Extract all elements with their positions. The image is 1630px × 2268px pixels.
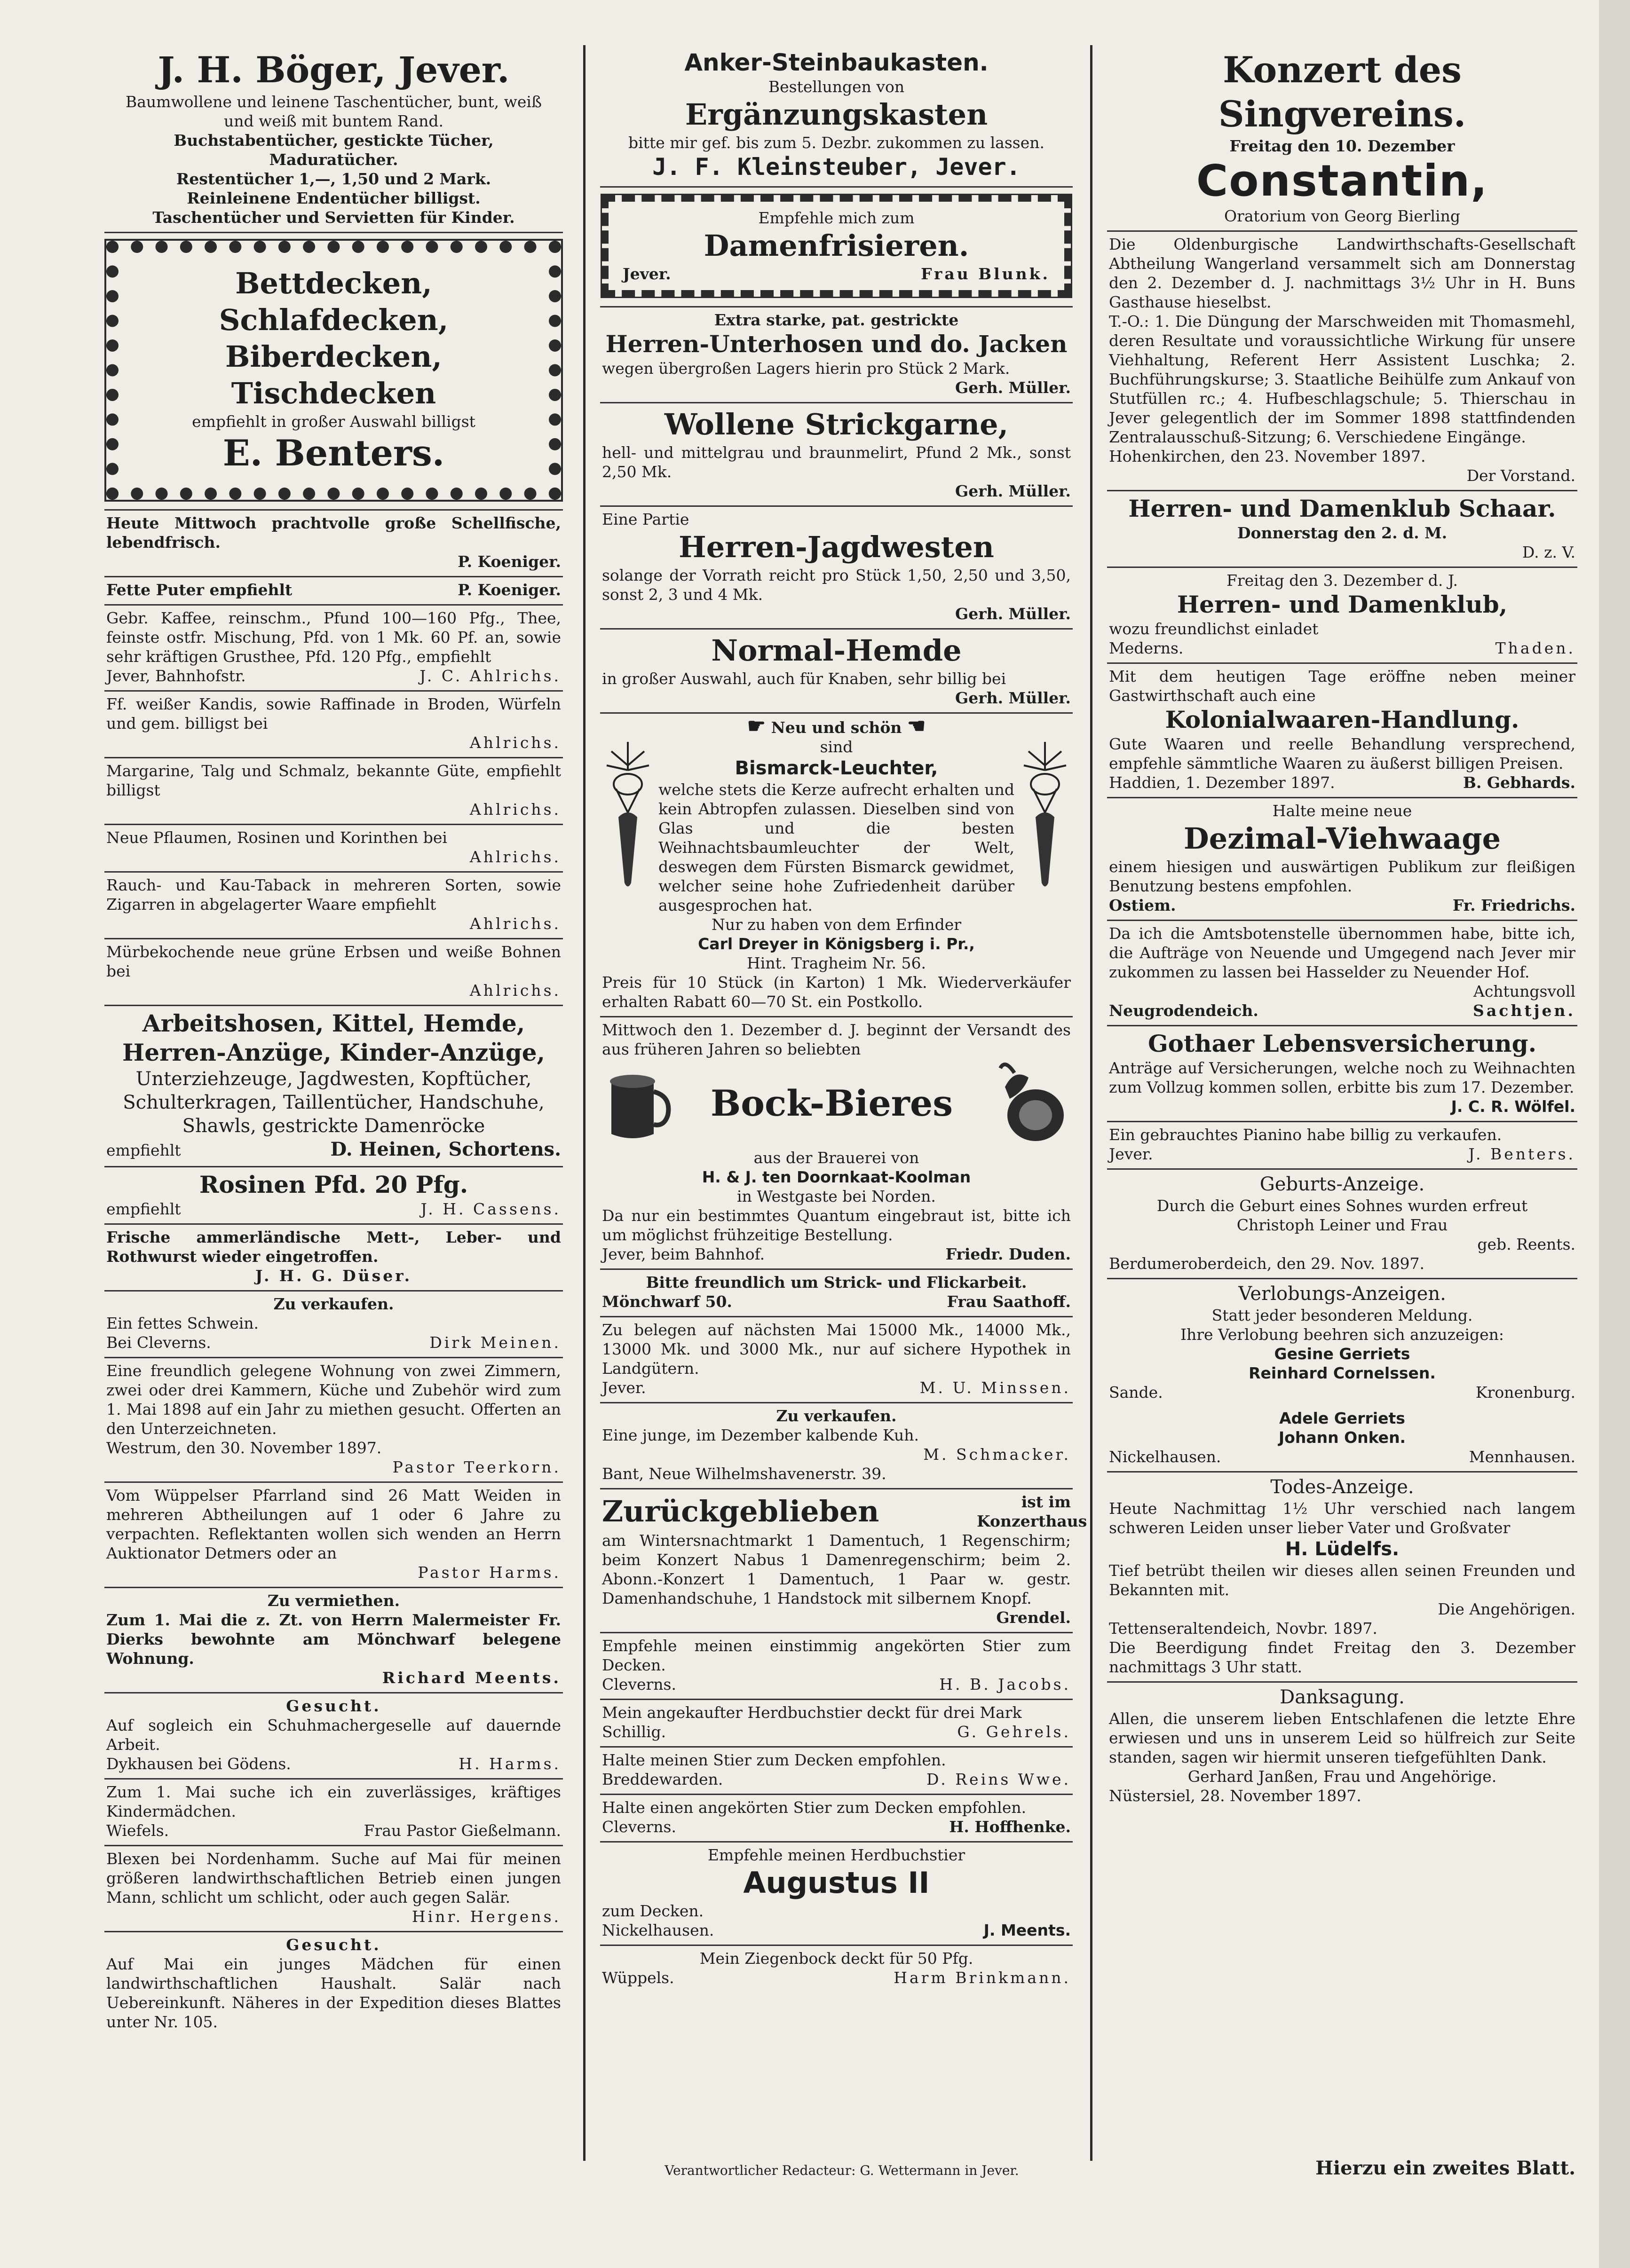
ad-signature: J. H. Cassens. [420,1200,561,1218]
ad-line: Donnerstag den 2. d. M. [1237,524,1448,542]
ad-line: geb. Reents. [1477,1235,1575,1253]
ad-place: Jever, beim Bahnhof. [602,1245,765,1263]
ad-signature: Frau Blunk. [921,265,1050,283]
ad-signature: Gerh. Müller. [955,378,1071,397]
ad-ahlrichs-tobacco [104,873,563,939]
ad-title: Anker-Steinbaukasten. [684,49,989,76]
ad-gebhards [1107,664,1577,798]
ad-pianino [1107,1122,1577,1170]
column-3 [1107,45,1577,2161]
ad-line: in Westgaste bei Norden. [737,1187,936,1205]
ad-title: Dezimal-Viehwaage [1183,821,1501,856]
ad-signature: Ahlrichs. [469,733,561,752]
ad-line: Taschentücher und Servietten für Kinder. [152,208,515,227]
ad-line: sind [820,738,853,756]
ad-name: Carl Dreyer in Königsberg i. Pr., [698,935,975,953]
ad-place: Cleverns. [602,1818,676,1836]
ad-signature: Gerh. Müller. [955,689,1071,707]
ad-text: Zum 1. Mai suche ich ein zuverlässiges, kräftiges Kindermädchen. [106,1783,561,1820]
ad-ahlrichs-plums [104,825,563,873]
ad-signature: Fr. Friedrichs. [1452,896,1575,914]
ad-place: Sande. [1109,1383,1163,1402]
ad-mueller-unterhosen [600,307,1073,403]
ad-line: Buchstabentücher, gestickte Tücher, [174,131,494,150]
ad-text: wegen übergroßen Lagers hierin pro Stück 2 Mark. [602,359,1010,378]
ad-text: Mittwoch den 1. Dezember d. J. beginnt der Versandt des aus früheren Jahren so beliebten [602,1021,1071,1058]
ad-text: Mit dem heutigen Tage eröffne neben meiner Gastwirthschaft auch eine [1109,667,1575,705]
ad-grendel [600,1489,1087,1633]
ad-signature: Pastor Harms. [418,1563,561,1582]
ad-title: Constantin, [1196,156,1488,206]
ad-ahlrichs-margarine [104,758,563,825]
ad-text: welche stets die Kerze aufrecht erhalten und kein Abtropfen zulassen. Dieselben sind von Glas und die besten Weihnachtsbaumleuchter der Welt, deswegen dem Fürsten Bismarck gewidmet, welcher seine hohe Zufriedenheit darüber ausgesprochen hat. [658,780,1014,914]
ad-geburt [1107,1170,1577,1279]
ad-meinen [104,1292,563,1358]
ad-text: Allen, die unserem lieben Entschlafenen die letzte Ehre erwiesen und uns in unserem Leid so hülfreich zur Seite standen, sagen wir hiermit unseren tiefgefühlten Dank. [1109,1709,1575,1766]
ad-heading: Zu vermiethen. [267,1591,400,1610]
ad-title: Damenfrisieren. [704,228,969,263]
ad-hoffhenke [600,1795,1073,1843]
page-edge [1599,0,1630,2268]
ad-signature: Thaden. [1495,639,1575,657]
ad-signature: Die Angehörigen. [1438,1600,1575,1618]
ad-text: Neue Pflaumen, Rosinen und Korinthen bei [106,828,447,847]
ad-text: Rauch- und Kau-Taback in mehreren Sorten, sowie Zigarren in abgelagerter Waare empfiehlt [106,876,561,914]
ad-signature: Dirk Meinen. [429,1333,561,1352]
ad-line: Hint. Tragheim Nr. 56. [746,954,926,972]
ad-line: Achtungsvoll [1473,982,1575,1000]
ad-line: Schulterkragen, Taillentücher, Handschuhe, [123,1092,545,1113]
ad-text: Mürbekochende neue grüne Erbsen und weiße Bohnen bei [106,943,561,980]
ad-koeniger-puter [104,577,563,606]
ad-title: Arbeitshosen, Kittel, Hemde, [142,1009,525,1037]
ad-signature: H. Harms. [459,1755,561,1773]
ad-signature: Richard Meents. [382,1669,561,1687]
ad-line: empfiehlt in großer Auswahl billigst [192,412,475,431]
ad-text: ist im Konzerthaus [977,1493,1087,1530]
ad-title: Gothaer Lebensversicherung. [1147,1030,1537,1057]
ad-place: Jever. [623,265,671,283]
ad-signature: Der Vorstand. [1466,466,1575,485]
column-rule-2 [1090,45,1092,2161]
ad-signature: D. z. V. [1522,543,1575,561]
ad-heading: Extra starke, pat. gestrickte [714,311,959,329]
ad-signature: B. Gebhards. [1463,773,1575,792]
ad-schaar [1107,491,1577,568]
ad-line: und weiß mit buntem Rand. [224,112,443,130]
ad-benters [104,233,563,511]
ad-title: Zurückgeblieben [602,1494,879,1528]
ad-place: Schillig. [602,1723,666,1741]
ad-title: Bock-Bieres [711,1082,953,1124]
ad-text: Gute Waaren und reelle Behandlung versprechend, empfehle sämmtliche Waaren zu äußerst billigen Preisen. [1109,735,1575,772]
ad-heading: Halte meine neue [1272,802,1412,820]
ad-place: Breddewarden. [602,1770,723,1788]
ad-place: Neugrodendeich. [1109,1001,1258,1020]
ad-signature: G. Gehrels. [957,1723,1071,1741]
ad-text: Fette Puter empfiehlt [106,581,293,599]
ad-line: aus der Brauerei von [753,1149,919,1167]
ad-signature: Harm Brinkmann. [894,1969,1071,1987]
ad-minssen [600,1317,1073,1403]
ad-ahlrichs-coffee [104,606,563,692]
ad-sachtjen [1107,921,1577,1026]
ad-schmacker [600,1403,1073,1489]
ad-harms-pfarrland [104,1483,563,1588]
ad-text: Zum 1. Mai die z. Zt. von Herrn Malermeister Fr. Dierks bewohnte am Mönchwarf belegene Wohnung. [106,1611,561,1668]
ad-gehrels [600,1700,1073,1748]
ad-line: Reinleinene Endentücher billigst. [187,189,481,207]
ad-signature: Gerhard Janßen, Frau und Angehörige. [1187,1767,1497,1786]
ad-place: Berdumeroberdeich, den 29. Nov. 1897. [1109,1254,1425,1273]
ad-text: Tief betrübt theilen wir dieses allen seinen Freunden und Bekannten mit. [1109,1561,1575,1599]
ad-text: Da nur ein bestimmtes Quantum eingebraut ist, bitte ich um möglichst frühzeitige Bestellung. [602,1206,1071,1244]
ad-signature: E. Benters. [222,432,445,474]
ad-text: Ein fettes Schwein. [106,1314,259,1332]
ad-title: Bettdecken, [235,266,432,300]
ad-line: Nur zu haben von dem Erfinder [711,915,962,934]
ad-line: Freitag den 10. Dezember [1229,137,1455,155]
ad-signature: J. H. G. Düser. [255,1267,412,1285]
ad-jacobs [600,1633,1073,1700]
ad-title: Ergänzungskasten [685,97,988,132]
ad-title: J. H. Böger, Jever. [158,49,510,91]
ad-title: Herren-Unterhosen und do. Jacken [605,330,1068,358]
ad-place: Nickelhausen. [602,1921,714,1939]
ad-meents-wohnung [104,1588,563,1693]
ad-name: H. & J. ten Doornkaat-Koolman [702,1168,971,1186]
ad-text: Halte einen angekörten Stier zum Decken empfohlen. [602,1798,1027,1817]
ad-line: Bestellungen von [768,78,905,96]
ad-text: Gebr. Kaffee, reinschm., Pfund 100—160 Pfg., Thee, feinste ostfr. Mischung, Pfd. von 1 Mk. 60 Pf. an, sowie sehr kräftigen Grusthee, Pfd. 120 Pfg., empfiehlt [106,609,561,666]
ad-place: Mederns. [1109,639,1184,657]
ad-signature: D. Reins Wwe. [926,1770,1071,1788]
ad-place: Tettenseraltendeich, Novbr. 1897. [1109,1619,1377,1638]
ad-text: Auf Mai ein junges Mädchen für einen landwirthschaftlichen Haushalt. Salär nach Uebereinkunft. Näheres in der Expedition dieses Blattes unter Nr. 105. [106,1955,561,2031]
ornamental-frame [602,195,1071,297]
column-2 [600,45,1087,2161]
ad-signature: J. F. Kleinsteuber, Jever. [652,153,1021,181]
ad-text: wozu freundlichst einladet [1109,620,1319,638]
ad-text: Eine junge, im Dezember kalbende Kuh. [602,1426,919,1444]
ad-text: Ihre Verlobung beehren sich anzuzeigen: [1180,1325,1504,1344]
ad-line: Baumwollene und leinene Taschentücher, bunt, weiß [125,93,542,111]
ad-signature: H. Hoffhenke. [949,1818,1071,1836]
ad-text: solange der Vorrath reicht pro Stück 1,50, 2,50 und 3,50, sonst 2, 3 und 4 Mk. [602,566,1071,604]
ad-text: Durch die Geburt eines Sohnes wurden erfreut [1156,1197,1528,1215]
ad-line: Oratorium von Georg Bierling [1224,207,1460,225]
ad-text: empfiehlt [106,1200,181,1218]
ad-signature: M. Schmacker. [923,1445,1071,1464]
ad-text: Halte meinen Stier zum Decken empfohlen. [602,1751,946,1769]
ad-text: Vom Wüppelser Pfarrland sind 26 Matt Weiden in mehreren Abtheilungen auf 1 oder 6 Jahre zu verpachten. Reflektanten wollen sich wenden an Herrn Auktionator Detmers oder an [106,1486,561,1562]
ad-signature: Ahlrichs. [469,848,561,866]
ad-text: Mein angekaufter Herdbuchstier deckt für drei Mark [602,1703,1022,1722]
ad-place: Cleverns. [602,1675,676,1693]
ad-name: H. Lüdelfs. [1285,1538,1400,1560]
ad-blunk [600,188,1073,307]
ad-title: Bismarck-Leuchter, [735,757,938,779]
ad-jmeents [600,1843,1073,1946]
ad-name: Reinhard Cornelssen. [1249,1364,1436,1382]
ad-verlobung [1107,1279,1577,1473]
ad-title: Danksagung. [1280,1686,1405,1708]
ad-text: Statt jeder besonderen Meldung. [1211,1306,1473,1324]
ad-signature: Hinr. Hergens. [411,1907,561,1926]
ad-title: Rosinen Pfd. 20 Pfg. [199,1171,468,1198]
ad-title: Schlafdecken, [219,303,449,337]
ad-place: Bei Cleverns. [106,1333,211,1352]
ad-line: Christoph Leiner und Frau [1236,1216,1448,1234]
ad-place: Nickelhausen. [1109,1448,1221,1466]
ad-heading: Empfehle meinen Herdbuchstier [707,1846,965,1864]
ad-signature: Ahlrichs. [469,981,561,1000]
ad-signature: J. Meents. [983,1921,1071,1939]
ad-heading: Zu verkaufen. [776,1407,897,1425]
candle-holder-icon [602,737,654,892]
ad-name: Johann Onken. [1278,1428,1406,1447]
ad-heinen [104,1006,563,1167]
ad-place: Jever. [1109,1145,1153,1163]
pointing-hand-icon: ☛ [747,714,766,738]
ad-line: Empfehle mich zum [758,209,915,227]
ad-place: Wüppels. [602,1969,674,1987]
ornamental-frame [106,241,561,500]
ad-heading: Neu und schön [771,718,902,737]
ad-text: Empfehle meinen einstimmig angekörten Stier zum Decken. [602,1637,1071,1674]
ad-line: bitte mir gef. bis zum 5. Dezbr. zukommen zu lassen. [628,134,1044,152]
ad-place: Nüstersiel, 28. November 1897. [1109,1787,1361,1805]
ad-boeger [104,45,563,233]
ad-line: Freitag den 3. Dezember d. J. [1226,571,1458,590]
ad-text: Ff. weißer Kandis, sowie Raffinade in Broden, Würfeln und gem. billigst bei [106,695,561,732]
ad-signature: J. Benters. [1468,1145,1575,1163]
ad-text: Anträge auf Versicherungen, welche noch zu Weihnachten zum Vollzug kommen sollen, erbitte bis zum 17. Dezember. [1109,1059,1575,1096]
ad-text: Mein Ziegenbock deckt für 50 Pfg. [699,1949,973,1968]
ad-place: Jever. [602,1378,646,1397]
ad-ahlrichs-sugar [104,692,563,758]
ad-place: Kronenburg. [1475,1383,1575,1402]
ad-signature: Gerh. Müller. [955,605,1071,623]
editor-line: Verantwortlicher Redacteur: G. Wettermann in Jever. [665,2163,1019,2178]
ad-signature: M. U. Minssen. [919,1378,1071,1397]
ad-text: Zu belegen auf nächsten Mai 15000 Mk., 14000 Mk., 13000 Mk. und 3000 Mk., nur auf sichere Hypothek in Landgütern. [602,1321,1071,1378]
ad-place: Mennhausen. [1469,1448,1575,1466]
ad-place: Mönchwarf 50. [602,1292,732,1311]
ad-text: in großer Auswahl, auch für Knaben, sehr billig bei [602,669,1006,688]
ad-title: Todes-Anzeige. [1270,1476,1414,1498]
ad-name: Gesine Gerriets [1274,1345,1410,1363]
ad-title: Wollene Strickgarne, [664,407,1009,441]
ad-text: T.-O.: 1. Die Düngung der Marschweiden mit Thomasmehl, deren Resultate und voraussichtliche Wirkung für unsere Viehhaltung, Referent Herr Assistent Luschka; 2. Buchführungskurse; 3. Staatliche Beihülfe zum Ankauf von Stutfüllen rc.; 4. Hufbeschlagschule; 5. Thierschau in Jever gelegentlich der im Sommer 1898 stattfindenden Zentralausschuß-Sitzung; 6. Verschiedene Eingänge. [1109,312,1575,446]
ad-place: Bant, Neue Wilhelmshavenerstr. 39. [602,1465,886,1483]
ad-text: Frische ammerländische Mett-, Leber- und Rothwurst wieder eingetroffen. [106,1228,561,1266]
ad-title: Tischdecken [231,376,436,410]
ad-reins [600,1748,1073,1795]
ad-signature: Grendel. [996,1608,1071,1627]
ad-singverein [1107,45,1577,232]
ad-title: Normal-Hemde [711,633,962,668]
ad-place: Hohenkirchen, den 23. November 1897. [1109,447,1426,465]
ad-heading: Eine Partie [602,510,689,528]
ad-place: Dykhausen bei Gödens. [106,1755,291,1773]
ad-place: Wiefels. [106,1821,169,1840]
ad-signature: D. Heinen, Schortens. [330,1138,561,1160]
ad-title: Herren-Anzüge, Kinder-Anzüge, [122,1039,545,1066]
ad-line: Shawls, gestrickte Damenröcke [182,1115,485,1137]
ad-title: Herren- und Damenklub Schaar. [1128,495,1556,522]
ad-signature: Pastor Teerkorn. [392,1458,561,1476]
ad-ahlrichs-peas [104,939,563,1006]
ad-line: Maduratücher. [269,150,398,169]
ad-signature: Frau Saathoff. [947,1292,1071,1311]
ad-heading: Zu verkaufen. [273,1295,394,1313]
ad-place: Westrum, den 30. November 1897. [106,1439,382,1457]
ad-todes [1107,1473,1577,1683]
ad-signature: Ahlrichs. [469,800,561,819]
ad-signature: H. B. Jacobs. [939,1675,1071,1693]
ad-mueller-hemde [600,630,1073,714]
ad-text: Auf sogleich ein Schuhmachergeselle auf dauernde Arbeit. [106,1716,561,1754]
ad-dank [1107,1683,1577,1808]
ad-signature: Frau Pastor Gießelmann. [364,1821,561,1840]
ad-title: Augustus II [743,1866,930,1900]
ad-saathoff [600,1270,1073,1317]
ad-signature: P. Koeniger. [458,552,561,571]
ad-signature: J. C. Ahlrichs. [419,667,561,685]
ad-place: Jever, Bahnhofstr. [106,667,246,685]
ad-text: Margarine, Talg und Schmalz, bekannte Güte, empfiehlt billigst [106,762,561,799]
ad-friedrichs [1107,798,1577,921]
candle-holder-icon [1019,737,1071,892]
ad-line: Restentücher 1,—, 1,50 und 2 Mark. [176,170,491,188]
ad-line: Unterziehzeuge, Jagdwesten, Kopftücher, [135,1068,532,1090]
ad-koeniger-fish [104,511,563,577]
ad-heading: Gesucht. [286,1697,381,1715]
ad-place: Ostiem. [1109,896,1176,914]
ad-title: Geburts-Anzeige. [1259,1173,1425,1195]
ad-title: Biberdecken, [225,339,443,374]
ad-signature: P. Koeniger. [458,581,561,599]
ad-mueller-jagdwesten [600,507,1073,630]
ad-giesselmann [104,1780,563,1846]
ad-landwirthschaft [1107,232,1577,491]
ad-hergens [104,1846,563,1932]
ad-kleinsteuber [600,45,1073,188]
ad-signature: Gerh. Müller. [955,482,1071,500]
ad-signature: Sachtjen. [1473,1001,1575,1020]
ad-teerkorn [104,1358,563,1483]
ad-dueser [104,1225,563,1292]
ad-title: Konzert des Singvereins. [1218,49,1466,135]
ad-text: empfiehlt [106,1141,181,1159]
ad-mueller-strickgarne [600,403,1073,507]
ad-title: Verlobungs-Anzeigen. [1238,1283,1446,1305]
ad-text: Ein gebrauchtes Pianino habe billig zu verkaufen. [1109,1126,1502,1144]
ad-dreyer [600,714,1073,1017]
ad-woelfel [1107,1026,1577,1122]
beer-stein-icon [602,1063,673,1143]
ad-text: am Wintersnachtmarkt 1 Damentuch, 1 Regenschirm; beim Konzert Nabus 1 Damenregenschirm; beim 2. Abonn.-Konzert 1 Damentuch, 1 Paar w. gestr. Damenhandschuhe, 1 Handstock mit silbernem Knopf. [602,1531,1071,1607]
ad-text: zum Decken. [602,1902,704,1920]
pointing-hand-icon: ☚ [907,714,926,738]
ad-title: Kolonialwaaren-Handlung. [1165,706,1519,733]
column-1 [104,45,563,2161]
ad-place: Haddien, 1. Dezember 1897. [1109,773,1335,792]
ad-title: Herren- und Damenklub, [1177,591,1508,618]
ad-brinkmann [600,1946,1073,1990]
ad-text: Bitte freundlich um Strick- und Flickarbeit. [646,1273,1027,1292]
ad-text: Blexen bei Nordenhamm. Suche auf Mai für meinen größeren landwirthschaftlichen Betrieb einen jungen Mann, schlicht um schlicht, oder auch gegen Salär. [106,1850,561,1906]
ad-signature: J. C. R. Wölfel. [1451,1097,1575,1116]
ad-heading: Gesucht. [286,1936,381,1954]
ad-signature: Friedr. Duden. [945,1245,1071,1263]
ad-text: einem hiesigen und auswärtigen Publikum zur fleißigen Benutzung bestens empfohlen. [1109,858,1575,895]
ad-text: Heute Nachmittag 1½ Uhr verschied nach langem schweren Leiden unser lieber Vater und Großvater [1109,1499,1575,1537]
ad-cassens [104,1167,563,1225]
ad-text: Heute Mittwoch prachtvolle große Schellfische, lebendfrisch. [106,514,561,551]
ad-text: Eine freundlich gelegene Wohnung von zwei Zimmern, zwei oder drei Kammern, Küche und Zubehör wird zum 1. Mai 1898 auf ein Jahr zu miethen gesucht. Offerten an den Unterzeichneten. [106,1362,561,1438]
ad-expedition [104,1932,563,2034]
goat-barrel-icon [991,1059,1071,1148]
ad-text: Da ich die Amtsbotenstelle übernommen habe, bitte ich, die Aufträge von Neuende und Umgegend nach Jever mir zukommen zu lassen bei Hasselder zu Neuender Hof. [1109,924,1575,981]
ad-title: Herren-Jagdwesten [679,530,994,564]
ad-harms-gesucht [104,1693,563,1780]
ad-duden [600,1017,1073,1270]
ad-text: Die Beerdigung findet Freitag den 3. Dezember nachmittags 3 Uhr statt. [1109,1638,1575,1676]
ad-name: Adele Gerriets [1279,1409,1405,1427]
column-rule-1 [583,45,586,2161]
ad-signature: Ahlrichs. [469,914,561,933]
ad-text: hell- und mittelgrau und braunmelirt, Pfund 2 Mk., sonst 2,50 Mk. [602,443,1071,481]
ad-text: Die Oldenburgische Landwirthschafts-Gesellschaft Abtheilung Wangerland versammelt sich am Donnerstag den 2. Dezember d. J. nachmittags 3½ Uhr in H. Buns Gasthause hieselbst. [1109,235,1575,311]
second-sheet-note: Hierzu ein zweites Blatt. [1315,2157,1575,2179]
ad-text: Preis für 10 Stück (in Karton) 1 Mk. Wiederverkäufer erhalten Rabatt 60—70 St. ein Postkollo. [602,973,1071,1011]
ad-thaden [1107,568,1577,664]
